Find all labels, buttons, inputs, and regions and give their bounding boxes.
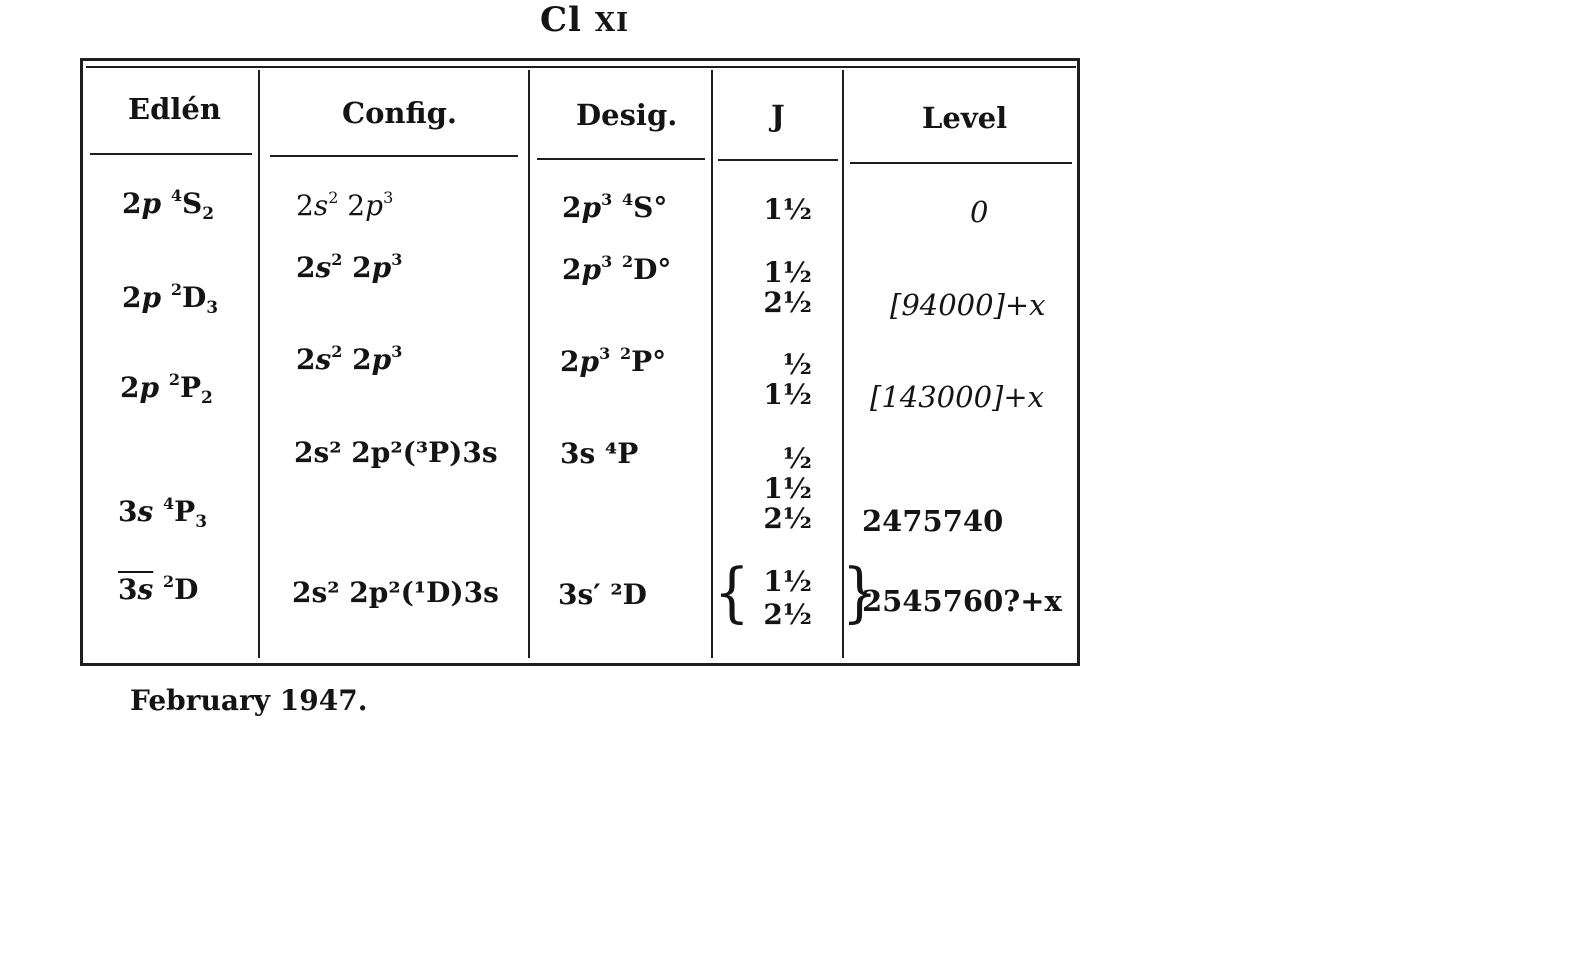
j-value: ½ <box>782 348 812 381</box>
header-desig: Desig. <box>576 98 678 132</box>
j-value: 2½ <box>763 286 812 319</box>
desig-cell: 3s′ ²D <box>558 578 647 611</box>
header-config: Config. <box>342 96 457 130</box>
config-cell: 2s² 2p²(³P)3s <box>294 436 498 469</box>
j-value: 1½ <box>763 565 812 598</box>
table-top-rule <box>86 66 1076 68</box>
header-rule <box>90 153 252 155</box>
header-rule <box>718 159 838 161</box>
config-cell: $2s^2$ $2p^3$ <box>296 188 394 222</box>
page-title <box>540 0 629 40</box>
edlen-cell: 3s $^2$D <box>118 572 199 606</box>
header-rule <box>850 162 1072 164</box>
edlen-cell: 2p $^2P_2$ <box>120 370 213 408</box>
desig-cell: $2p^3$ $^2$P° <box>560 344 667 378</box>
left-brace-icon: { <box>714 556 750 631</box>
j-value: 1½ <box>763 193 812 226</box>
edlen-cell: 2p $^4S_2$ <box>122 186 215 224</box>
j-value: 2½ <box>763 502 812 535</box>
header-level: Level <box>922 101 1008 135</box>
config-cell: $2s^2$ $2p^3$ <box>296 342 403 376</box>
header-rule <box>537 158 705 160</box>
header-edlen: Edlén <box>128 92 221 126</box>
j-value: 2½ <box>763 598 812 631</box>
edlen-cell: 2p $^2D_3$ <box>122 280 219 318</box>
column-divider <box>711 70 713 658</box>
level-value: 2475740 <box>862 504 1004 538</box>
header-rule <box>270 155 518 157</box>
level-value: [143000]+x <box>870 380 1044 414</box>
level-value: [94000]+x <box>890 288 1046 322</box>
config-cell: $2s^2$ $2p^3$ <box>296 250 403 284</box>
desig-cell: 3s ⁴P <box>560 437 639 470</box>
j-value: ½ <box>782 442 812 475</box>
level-value: 2545760?+x <box>862 584 1062 618</box>
edlen-overline-term: 3s <box>118 573 154 606</box>
desig-cell: $2p^3$ $^2$D° <box>562 252 672 286</box>
config-cell: 2s² 2p²(¹D)3s <box>292 576 499 609</box>
right-brace-icon: } <box>842 556 878 631</box>
desig-cell: $2p^3$ $^4$S° <box>562 190 668 224</box>
title-ion: XI <box>594 8 630 38</box>
j-value: 1½ <box>763 256 812 289</box>
level-value: 0 <box>970 195 989 229</box>
title-element: Cl <box>540 0 582 40</box>
j-value: 1½ <box>763 378 812 411</box>
header-j: J <box>771 99 785 133</box>
column-divider <box>258 70 260 658</box>
date-footer: February 1947. <box>130 684 368 717</box>
j-value: 1½ <box>763 472 812 505</box>
edlen-cell: 3s $^4P_3$ <box>118 494 208 532</box>
column-divider <box>528 70 530 658</box>
